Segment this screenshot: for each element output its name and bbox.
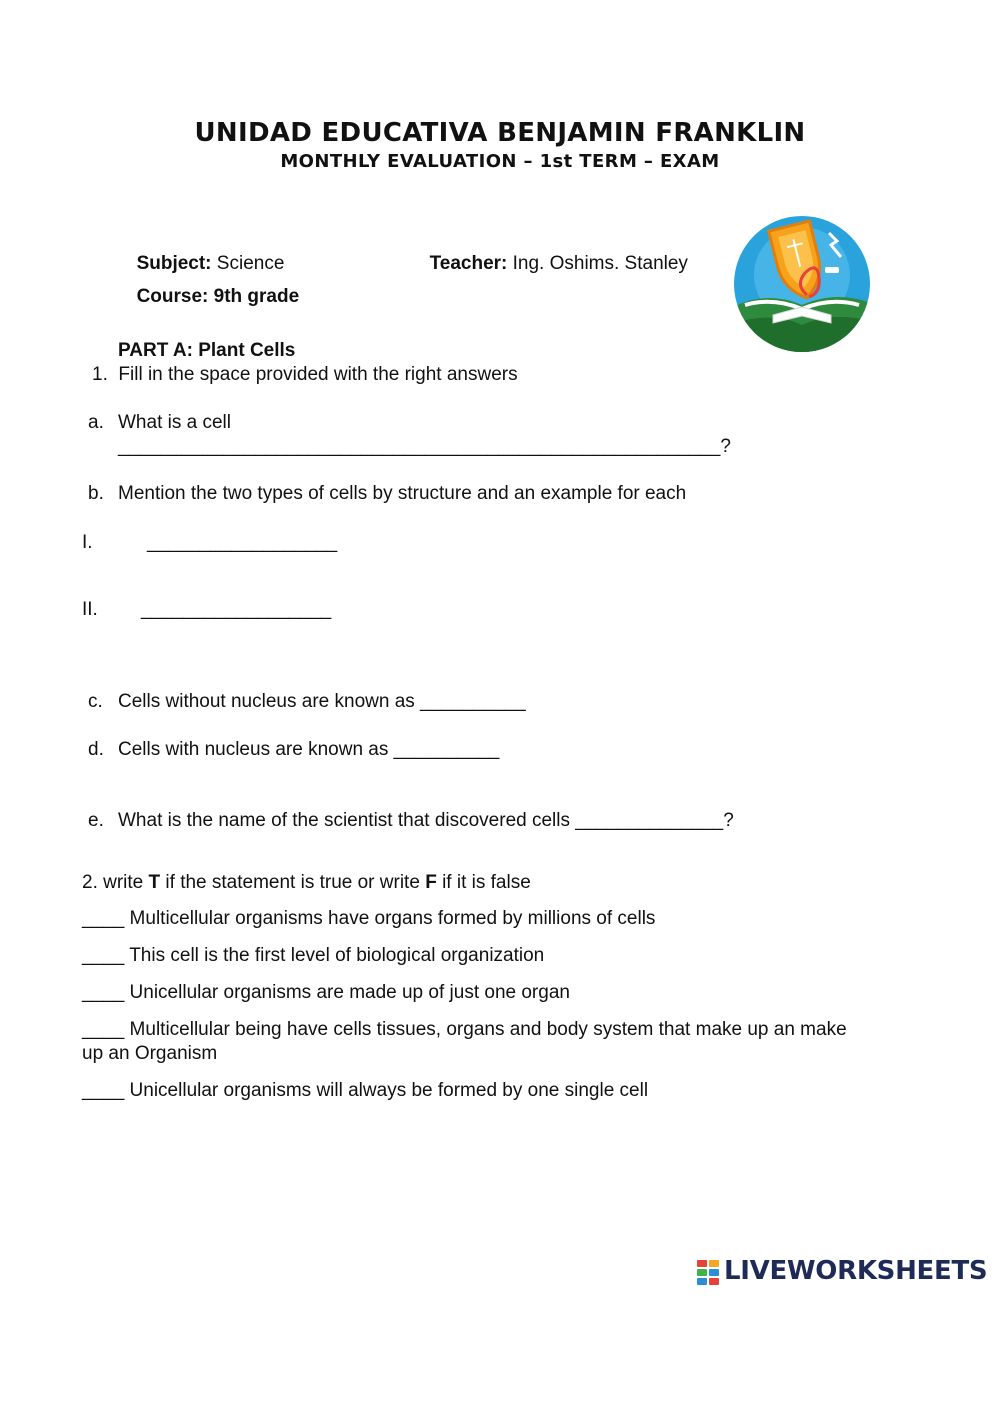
item-b-text: Mention the two types of cells by structure and an example for each: [118, 483, 687, 504]
subject-label: Subject:: [136, 253, 212, 274]
true-false-statement[interactable]: ____ Unicellular organisms will always be formed by one single cell: [82, 1080, 649, 1101]
school-name: UNIDAD EDUCATIVA BENJAMIN FRANKLIN: [194, 118, 806, 148]
item-b-ii-marker: II.: [82, 599, 98, 620]
item-d-marker: d.: [88, 739, 104, 760]
teacher-label: Teacher:: [429, 253, 508, 274]
school-crest-icon: [724, 197, 862, 335]
course-field: [126, 264, 299, 308]
question-2-intro: 2. write T if the statement is true or write F if it is false: [82, 872, 531, 893]
item-b-marker: b.: [88, 483, 104, 504]
item-a-answer-blank[interactable]: _________________________________________________________?: [118, 436, 731, 457]
item-a-text: What is a cell: [118, 412, 231, 433]
course-label: Course: 9th grade: [136, 286, 300, 307]
question-1: 1. Fill in the space provided with the right answers: [92, 364, 518, 385]
item-c-text[interactable]: Cells without nucleus are known as __________: [118, 691, 526, 712]
liveworksheets-logo: [697, 1256, 988, 1288]
true-false-statement-continued: up an Organism: [82, 1043, 218, 1064]
part-a-title: PART A: Plant Cells: [118, 340, 296, 361]
item-b-i-blank[interactable]: __________________: [147, 532, 338, 553]
item-c-marker: c.: [88, 691, 103, 712]
item-e-text[interactable]: What is the name of the scientist that discovered cells ______________?: [118, 810, 734, 831]
true-false-statement[interactable]: ____ Multicellular being have cells tissues, organs and body system that make up an make: [82, 1019, 847, 1040]
true-false-statement[interactable]: ____ This cell is the first level of biological organization: [82, 945, 545, 966]
item-e-marker: e.: [88, 810, 104, 831]
evaluation-title: MONTHLY EVALUATION – 1st TERM – EXAM: [280, 151, 720, 172]
true-false-statement[interactable]: ____ Unicellular organisms are made up of just one organ: [82, 982, 570, 1003]
item-d-text[interactable]: Cells with nucleus are known as __________: [118, 739, 500, 760]
liveworksheets-icon: [697, 1260, 721, 1284]
true-false-statement[interactable]: ____ Multicellular organisms have organs formed by millions of cells: [82, 908, 656, 929]
item-b-ii-blank[interactable]: __________________: [141, 599, 332, 620]
teacher-value: Ing. Oshims. Stanley: [507, 253, 688, 274]
item-a-marker: a.: [88, 412, 104, 433]
item-b-i-marker: I.: [82, 532, 93, 553]
subject-value: Science: [211, 253, 285, 274]
teacher-field: [419, 231, 688, 275]
liveworksheets-wordmark: LIVEWORKSHEETS: [724, 1256, 988, 1286]
